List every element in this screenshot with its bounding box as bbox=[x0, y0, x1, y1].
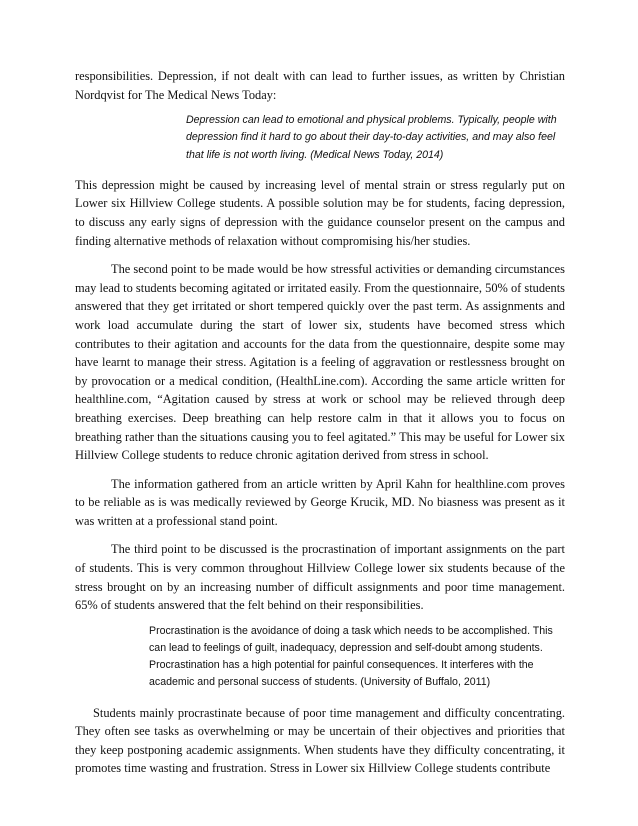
block-quote-medical-news-today: Depression can lead to emotional and physical problems. Typically, people with depression find it hard to go about their day-to-day activities, and may also feel that life is not worth living. (Medical News Today, 2014) bbox=[186, 114, 557, 161]
paragraph-depression-intro: responsibilities. Depression, if not dealt with can lead to further issues, as written by Christian Nordqvist for The Medical News Today: bbox=[75, 69, 565, 102]
paragraph-depression-cause: This depression might be caused by increasing level of mental strain or stress regularly put on Lower six Hillview College students. A possible solution may be for students, facing depression, to discuss any early signs of depression with the guidance counselor present on the campus and finding alternative methods of relaxation without compromising his/her studies. bbox=[75, 177, 565, 248]
paragraph-procrastination-causes: Students mainly procrastinate because of poor time management and difficulty concentrating. They often see tasks as overwhelming or may be uncertain of their objectives and priorities that they keep postponing academic assignments. When students have they difficulty concentrating, it promotes time wasting and frustration. Stress in Lower six Hillview College students contribute bbox=[75, 705, 565, 776]
paragraph-source-reliability: The information gathered from an article written by April Kahn for healthline.com proves to be reliable as is was medically reviewed by George Krucik, MD. No biasness was present as it was written at a professional stand point. bbox=[75, 476, 565, 528]
paragraph-agitation: The second point to be made would be how stressful activities or demanding circumstances may lead to students becoming agitated or irritated easily. From the questionnaire, 50% of students answered that they get irritated or short tempered quickly over the past term. As assignments and work load accumulate during the start of lower six, students have becomed stress which contributes to their agitation and accounts for the data from the questionnaire, despite some may have learnt to manage their stress. Agitation is a feeling of aggravation or restlessness brought on by provocation or a medical condition, (HealthLine.com). According the same article written for healthline.com, “Agitation caused by stress at work or school may be relieved through deep breathing exercises. Deep breathing can help restore calm in that it allows you to focus on breathing rather than the situations causing you to feel agitated.” This may be useful for Lower six Hillview College students to reduce chronic agitation derived from stress in school. bbox=[75, 262, 565, 463]
block-quote-university-of-buffalo: Procrastination is the avoidance of doing a task which needs to be accomplished. This can lead to feelings of guilt, inadequacy, depression and self-doubt among students. Procrastination has a high potential for painful consequences. It interferes with the academic and personal success of students. (University of Buffalo, 2011) bbox=[149, 624, 553, 689]
document-page bbox=[75, 67, 565, 788]
paragraph-procrastination: The third point to be discussed is the procrastination of important assignments on the part of students. This is very common throughout Hillview College lower six students because of the stress brought on by an increasing number of difficult assignments and poor time management. 65% of students answered that the felt behind on their responsibilities. bbox=[75, 542, 565, 613]
